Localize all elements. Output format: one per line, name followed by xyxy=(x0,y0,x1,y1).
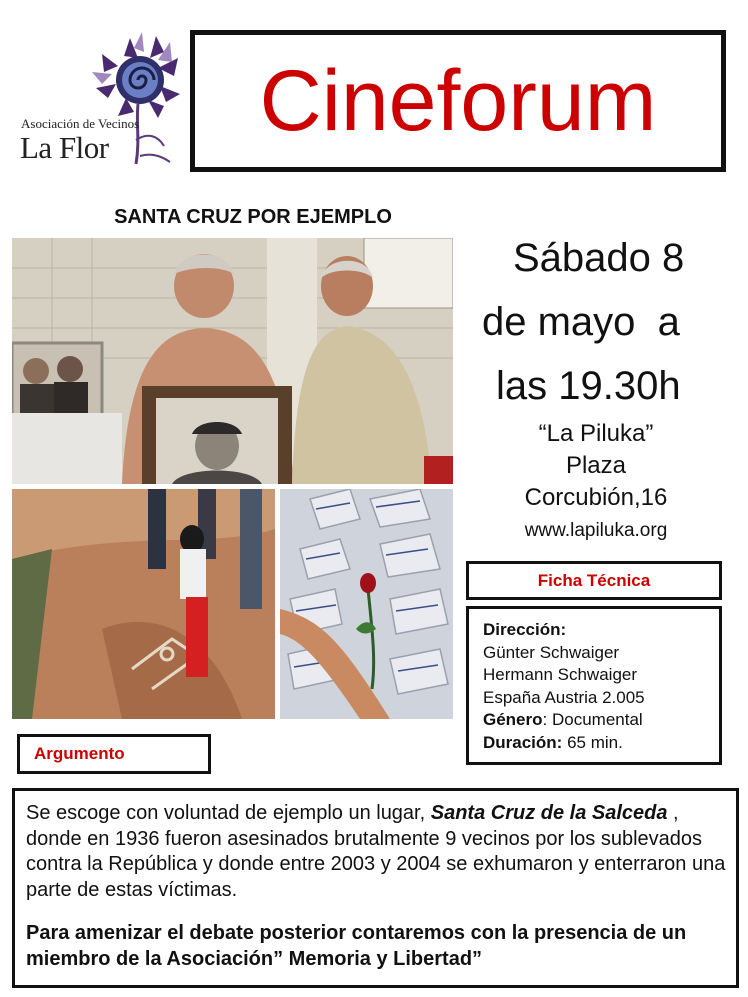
argumento-label: Argumento xyxy=(34,744,125,763)
film-title: SANTA CRUZ POR EJEMPLO xyxy=(114,206,392,228)
duration-label: Duración: xyxy=(483,732,563,752)
logo-line-big: La Flor xyxy=(20,130,109,165)
ficha-tecnica-label: Ficha Técnica xyxy=(537,570,651,590)
place-name: Santa Cruz de la Salceda xyxy=(430,802,668,824)
photo-memorial-tiles-rose xyxy=(280,489,453,719)
argumento-box xyxy=(12,788,739,988)
association-logo xyxy=(18,28,183,178)
country-year: España Austria 2.005 xyxy=(483,687,645,707)
ficha-tecnica-header xyxy=(466,561,722,600)
direccion-label: Dirección: xyxy=(483,620,567,639)
genre-label: Género xyxy=(483,710,543,729)
event-date-line-1: Sábado 8 xyxy=(513,236,685,280)
photo-two-men-illustration xyxy=(12,238,453,484)
director-1: Günter Schwaiger xyxy=(483,642,620,662)
genre-row xyxy=(483,709,719,732)
event-time: las 19.30h xyxy=(496,364,681,408)
title-box xyxy=(190,30,726,172)
event-date-line-2: de mayo a xyxy=(482,300,680,344)
logo-line-small: Asociación de Vecinos xyxy=(21,116,140,131)
argumento-header xyxy=(17,734,211,774)
venue-address-line-2: Corcubión,16 xyxy=(524,484,668,511)
venue-website: www.lapiluka.org xyxy=(524,520,668,541)
venue-address-line-1: Plaza xyxy=(565,452,627,479)
page-title: Cineforum xyxy=(259,53,657,149)
debate-paragraph: Para amenizar el debate posterior contaremos con la presencia de un miembro de la Asociación” Memoria y Libertad” xyxy=(26,922,687,970)
photo-two-men-with-portrait xyxy=(12,238,453,484)
synopsis-paragraph: Se escoge con voluntad de ejemplo un lugar, Santa Cruz de la Salceda , donde en 1936 fueron asesinados brutalmente 9 vecinos por los sublevados contra la República y donde entre 2003 y 2004 se exhumaron y enterraron una parte de estas víctimas. xyxy=(26,802,726,901)
genre-value: : Documental xyxy=(542,710,643,729)
ficha-tecnica-box xyxy=(466,606,722,765)
duration-value: 65 min. xyxy=(562,732,623,752)
photo-exhumation-illustration xyxy=(12,489,275,719)
photo-tiles-illustration xyxy=(280,489,453,719)
director-2: Hermann Schwaiger xyxy=(483,665,638,684)
photo-exhumation-site xyxy=(12,489,275,719)
venue-name: “La Piluka” xyxy=(538,420,654,447)
duration-row xyxy=(483,732,719,755)
